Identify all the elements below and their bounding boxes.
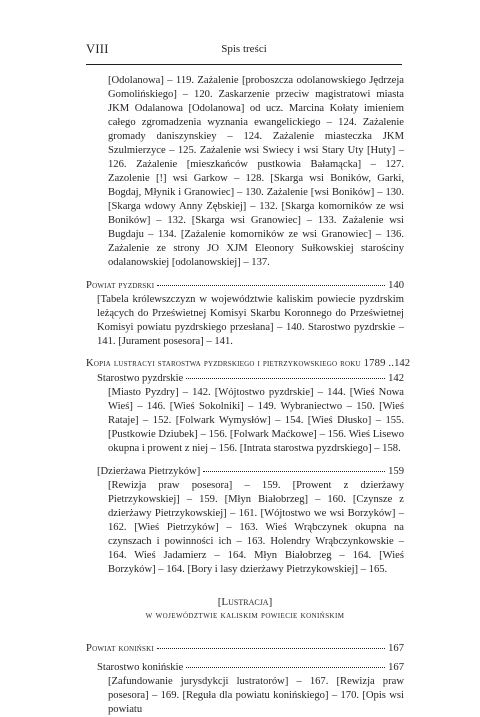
dot-leader: [203, 462, 385, 472]
page-header: [86, 42, 402, 62]
toc-entry-label: Kopia lustracyi starostwa pyzdrskiego i pietrzykowskiego roku 1789 ..: [86, 358, 395, 369]
toc-entry-dzierzawa-pietrzykow: [86, 464, 404, 479]
toc-entry-description: [Tabela królewszczyzn w województwie kaliskim powiecie pyzdrskim leżących do Prześwietnej Komisyi Skarbu Koronnego do Prześwietnej Komisyi powiatu pyzdrskiego przesłana] – 140. Starostwo pyzdrskie – 141. [Jurament posesora] – 141.: [97, 294, 404, 347]
toc-entry-description: [Odolanowa] – 119. Zażalenie [proboszcza odolanowskiego Jędrzeja Gomolińskiego] – 120. Zaskarzenie przeciw magistratowi miasta JKM Odalanowa [Odolanowa] od ucz. Marcina Kołaty imieniem całego zgromadzenia wyznania ewangelickiego – 124. Zażalenie gromady daniszynskiey – 124. Zażalenie miasteczka JKM Szulmierzyce – 125. Zażalenie wsi Swiecy i wsi Stary Uty [Huty] – 126. Zażalenie [mieszkańców pustkowia Bałamącka] – 127. Zazolenie [!] wsi Garkow – 128. [Skarga wsi Boników, Garki, Bogdaj, Młynik i Granowiec] – 130. Zażalenie [wsi Boników] – 130. [Skarga wdowy Anny Zębskiej] – 132. [Skarga komorników ze wsi Boników] – 132. [Skarga wsi Granowiec] – 133. Zażalenie wsi Bugdaju – 134. [Zażalenie komorników ze wsi Granowiec] – 136. Zażalenie ze strony JO XJM Eleonory Sułkowskiej starościny odalanowskiej [odolanowskiej] – 137.: [108, 75, 404, 268]
toc-entry-powiat-koninski: [86, 641, 404, 656]
toc-entry-starostwo-koninskie: [86, 660, 404, 675]
toc-entry-description: [Zafundowanie jurysdykcji lustratorów] – 167. [Rewizja praw posesora] – 169. [Reguła dla powiatu konińskiego] – 170. [Opis wsi powiatu: [108, 676, 404, 715]
toc-entry-page: 142: [394, 358, 411, 369]
toc-entry-page: 167: [388, 643, 404, 654]
toc-entry-page: 142: [388, 373, 404, 384]
toc-entry-page: 140: [388, 280, 404, 291]
toc-entry-description: [Rewizja praw posesora] – 159. [Prowent z dzierżawy Pietrzykowskiej] – 159. [Młyn Białobrzeg] – 160. [Czynsze z dzierżawy Pietrzykowskiej] – 161. [Wójtostwo we wsi Borzyków] – 162. [Wieś Pietrzyków] – 163. Wieś Wrąbczynek okupna na czynszach i powinności ich – 163. Holendry Wrąbczynkowskie – 164. Wieś Jadamierz – 164. Młyn Białobrzeg – 164. [Wieś Borzyków] – 164. [Bory i lasy dzierżawy Pietrzykowskiej] – 165.: [108, 480, 404, 575]
toc-entry-starostwo-pyzdrskie: [86, 371, 404, 386]
running-title: Spis treści: [221, 43, 267, 55]
table-of-contents: [86, 74, 411, 717]
toc-entry-description: [Miasto Pyzdry] – 142. [Wójtostwo pyzdrskie] – 144. [Wieś Nowa Wieś] – 146. [Wieś Sokolniki] – 149. Wybraniectwo – 150. [Wieś Rataje] – 152. [Folwark Wymysłów] – 154. [Wieś Dłusko] – 155. [Pustkowie Dziubek] – 156. [Folwark Maćkowe] – 156. Wieś Lisewo okupna i prowent z niej – 156. [Intrata starostwa pyzdrskiego] – 158.: [108, 387, 404, 454]
dot-leader: [186, 658, 385, 668]
dot-leader: [157, 639, 385, 649]
toc-entry-page: 159: [388, 466, 404, 477]
toc-entry-page: 167: [388, 662, 404, 673]
dot-leader: [186, 369, 385, 379]
section-title: [Lustracja]: [217, 596, 273, 608]
header-rule: [86, 64, 402, 65]
dot-leader: [157, 276, 385, 286]
section-subtitle: w województwie kaliskim powiecie konińskim: [145, 610, 345, 621]
toc-entry-label: Powiat pyzdrski: [86, 280, 155, 291]
toc-entry-label: [Dzierżawa Pietrzyków]: [97, 466, 201, 477]
toc-entry-powiat-pyzdrski: [86, 278, 404, 293]
page-number: VIII: [86, 42, 109, 56]
toc-entry-label: Starostwo pyzdrskie: [97, 373, 184, 384]
toc-entry-label: Starostwo konińskie: [97, 662, 184, 673]
toc-entry-label: Powiat koniński: [86, 643, 154, 654]
